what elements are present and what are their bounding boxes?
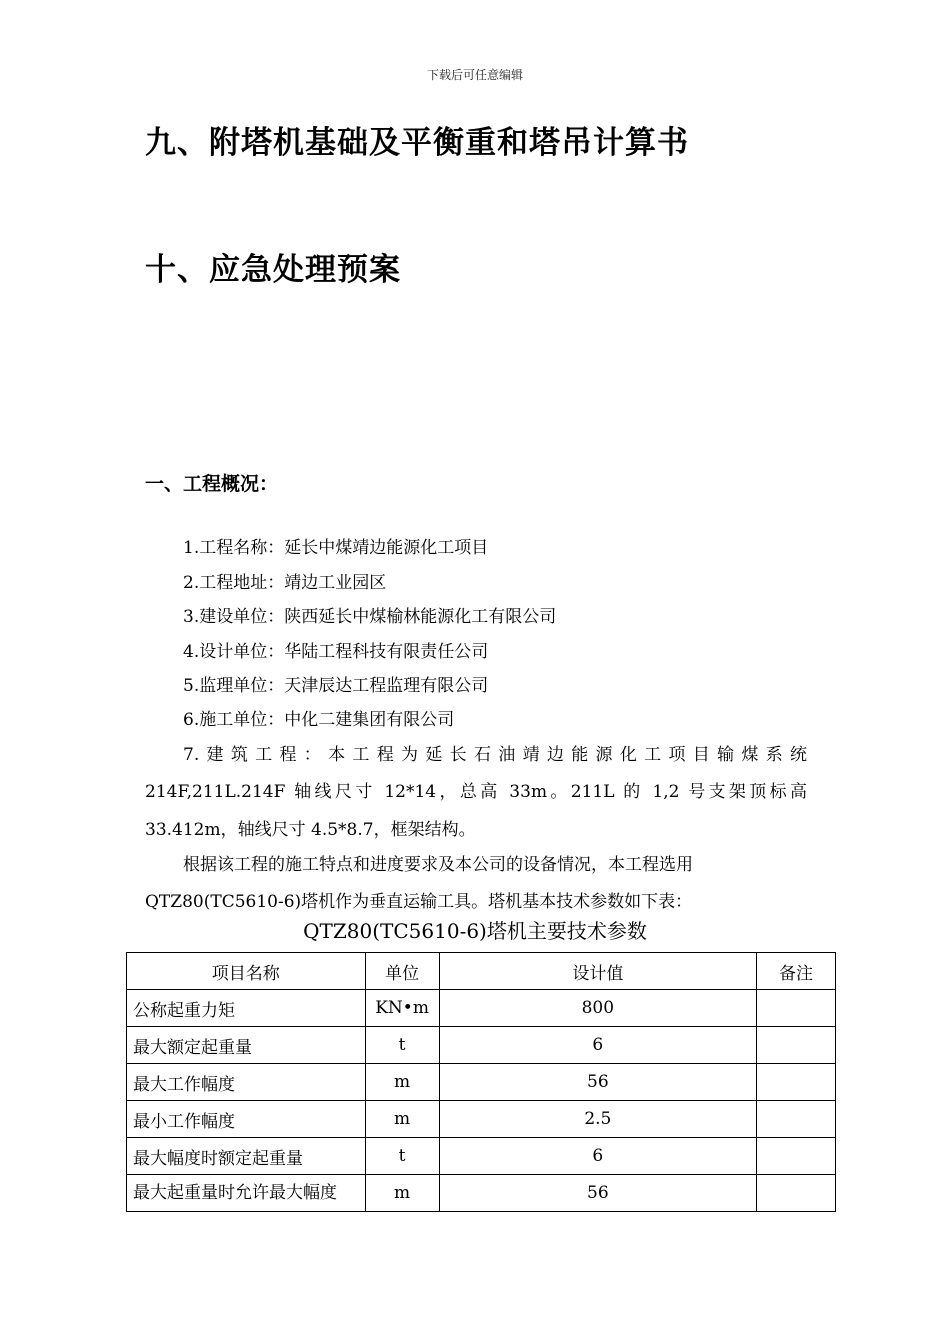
intro-paragraph-line-1: 根据该工程的施工特点和进度要求及本公司的设备情况，本工程选用 <box>183 855 693 875</box>
param-name: 最大幅度时额定起重量 <box>127 1138 366 1175</box>
chapter-10-heading: 十、应急处理预案 <box>145 252 401 288</box>
param-unit: m <box>365 1101 439 1138</box>
param-value: 800 <box>439 990 756 1027</box>
param-unit: t <box>365 1138 439 1175</box>
table-caption: QTZ80(TC5610-6)塔机主要技术参数 <box>303 919 647 943</box>
param-note <box>757 990 836 1027</box>
table-row <box>127 1175 836 1212</box>
watermark: 下载后可任意编辑 <box>426 68 523 82</box>
param-note <box>757 1175 836 1212</box>
overview-item: 6.施工单位：中化二建集团有限公司 <box>183 710 455 730</box>
overview-item: 1.工程名称：延长中煤靖边能源化工项目 <box>183 538 489 558</box>
param-note <box>757 1138 836 1175</box>
overview-item-7-line-2: 214F,211L.214F 轴线尺寸 12*14，总高 33m。211L 的 1,2 号支架顶标高 <box>145 782 807 802</box>
chapter-9-heading: 九、附塔机基础及平衡重和塔吊计算书 <box>145 125 689 161</box>
param-name: 最大工作幅度 <box>127 1064 366 1101</box>
overview-item: 5.监理单位：天津辰达工程监理有限公司 <box>183 676 489 696</box>
table-header-row <box>127 953 836 990</box>
param-note <box>757 1027 836 1064</box>
param-unit: m <box>365 1175 439 1212</box>
param-value: 2.5 <box>439 1101 756 1138</box>
table-row <box>127 1101 836 1138</box>
param-unit: t <box>365 1027 439 1064</box>
table-row <box>127 990 836 1027</box>
section-1-heading: 一、工程概况： <box>145 473 279 495</box>
param-unit: m <box>365 1064 439 1101</box>
header-cell: 单位 <box>365 953 439 990</box>
header-cell: 设计值 <box>439 953 756 990</box>
param-note <box>757 1064 836 1101</box>
table-row <box>127 1138 836 1175</box>
overview-item: 4.设计单位：华陆工程科技有限责任公司 <box>183 642 489 662</box>
intro-paragraph-line-2: QTZ80(TC5610-6)塔机作为垂直运输工具。塔机基本技术参数如下表： <box>145 892 693 912</box>
param-unit: KN•m <box>365 990 439 1027</box>
overview-item: 3.建设单位：陕西延长中煤榆林能源化工有限公司 <box>183 607 557 627</box>
overview-item-7-line-3: 33.412m，轴线尺寸 4.5*8.7，框架结构。 <box>145 820 476 840</box>
parameters-table <box>126 952 836 1212</box>
table-row <box>127 1027 836 1064</box>
param-value: 56 <box>439 1064 756 1101</box>
param-value: 6 <box>439 1027 756 1064</box>
param-name: 公称起重力矩 <box>127 990 366 1027</box>
header-cell: 项目名称 <box>127 953 366 990</box>
param-name: 最大额定起重量 <box>127 1027 366 1064</box>
header-cell: 备注 <box>757 953 836 990</box>
param-name: 最大起重量时允许最大幅度 <box>127 1175 366 1212</box>
table-row <box>127 1064 836 1101</box>
param-value: 56 <box>439 1175 756 1212</box>
param-note <box>757 1101 836 1138</box>
param-value: 6 <box>439 1138 756 1175</box>
overview-item-7-line-1: 7.建筑工程：本工程为延长石油靖边能源化工项目输煤系统 <box>183 745 807 765</box>
overview-item: 2.工程地址：靖边工业园区 <box>183 573 387 593</box>
param-name: 最小工作幅度 <box>127 1101 366 1138</box>
